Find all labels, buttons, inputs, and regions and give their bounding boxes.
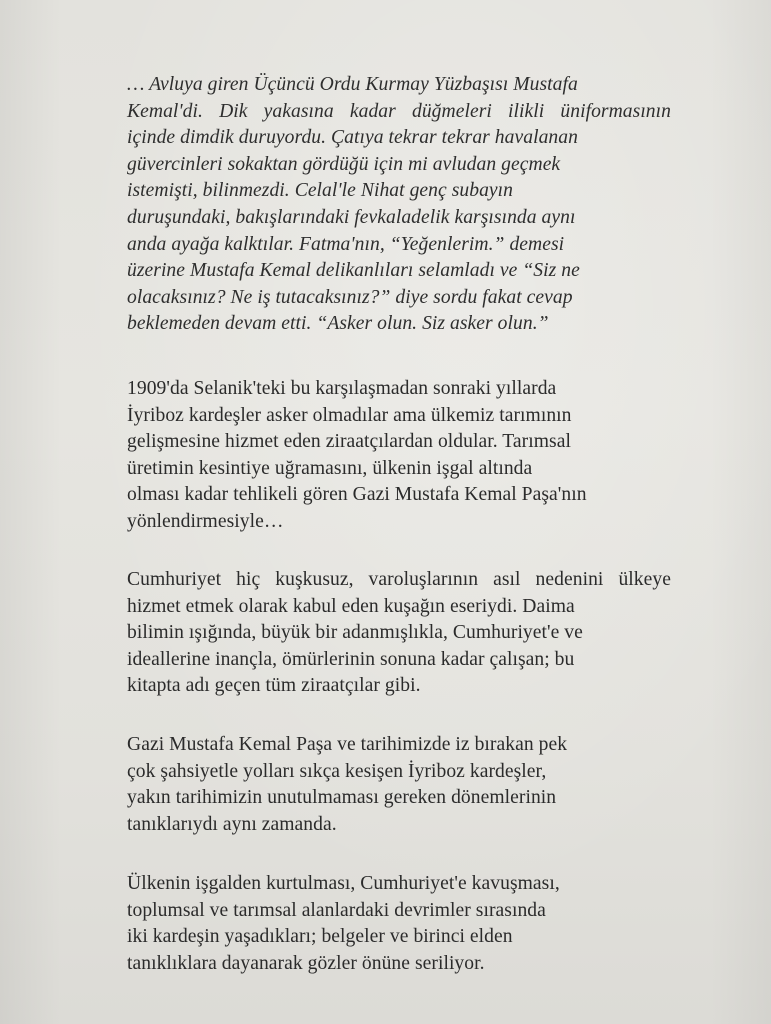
- text-line: duruşundaki, bakışlarındaki fevkaladelik karşısında aynı: [127, 206, 576, 228]
- text-line: tanıklarıydı aynı zamanda.: [127, 813, 337, 835]
- text-line: yönlendirmesiyle…: [127, 510, 284, 532]
- text-line: beklemeden devam etti. “Asker olun. Siz asker olun.”: [127, 313, 549, 335]
- text-line: toplumsal ve tarımsal alanlardaki devrimler sırasında: [127, 899, 546, 921]
- text-line: kitapta adı geçen tüm ziraatçılar gibi.: [127, 675, 421, 697]
- text-line: … Avluya giren Üçüncü Ordu Kurmay Yüzbaşısı Mustafa: [127, 74, 578, 95]
- text-line: istemişti, bilinmezdi. Celal'le Nihat genç subayın: [127, 180, 514, 202]
- text-line: üretimin kesintiye uğramasını, ülkenin işgal altında: [127, 457, 533, 479]
- text-line: gelişmesine hizmet eden ziraatçılardan oldular. Tarımsal: [127, 431, 571, 453]
- text-line: 1909'da Selanik'teki bu karşılaşmadan sonraki yıllarda: [127, 378, 557, 399]
- text-line: içinde dimdik duruyordu. Çatıya tekrar tekrar havalanan: [127, 127, 578, 149]
- paragraph-2: [127, 567, 671, 700]
- text-line: hizmet etmek olarak kabul eden kuşağın eseriydi. Daima: [127, 595, 575, 617]
- text-line: olması kadar tehlikeli gören Gazi Mustafa Kemal Paşa'nın: [127, 484, 587, 506]
- text-line: olacaksınız? Ne iş tutacaksınız?” diye sordu fakat cevap: [127, 286, 573, 308]
- text-line: İyriboz kardeşler asker olmadılar ama ülkemiz tarımının: [127, 404, 572, 426]
- text-line: Kemal'di. Dik yakasına kadar düğmeleri ilikli üniformasının: [127, 100, 671, 122]
- text-line: Gazi Mustafa Kemal Paşa ve tarihimizde iz bırakan pek: [127, 734, 568, 755]
- text-line: ideallerine inançla, ömürlerinin sonuna kadar çalışan; bu: [127, 648, 575, 670]
- text-line: bilimin ışığında, büyük bir adanmışlıkla, Cumhuriyet'e ve: [127, 622, 583, 644]
- paragraph-3: [127, 732, 671, 838]
- text-line: Ülkenin işgalden kurtulması, Cumhuriyet'e kavuşması,: [127, 873, 560, 894]
- text-line: çok şahsiyetle yolları sıkça kesişen İyriboz kardeşler,: [127, 760, 547, 782]
- text-line: üzerine Mustafa Kemal delikanlıları selamladı ve “Siz ne: [127, 260, 580, 282]
- paragraph-1: [127, 376, 671, 536]
- paragraph-4: [127, 871, 671, 977]
- text-line: Cumhuriyet hiç kuşkusuz, varoluşlarının asıl nedenini ülkeye: [127, 569, 671, 590]
- text-line: tanıklıklara dayanarak gözler önüne seriliyor.: [127, 952, 485, 974]
- text-line: iki kardeşin yaşadıkları; belgeler ve birinci elden: [127, 926, 513, 948]
- text-line: yakın tarihimizin unutulmaması gereken dönemlerinin: [127, 787, 557, 809]
- text-line: güvercinleri sokaktan gördüğü için mi avludan geçmek: [127, 153, 561, 175]
- italic-quote-paragraph: [127, 72, 671, 338]
- text-line: anda ayağa kalktılar. Fatma'nın, “Yeğenlerim.” demesi: [127, 233, 565, 255]
